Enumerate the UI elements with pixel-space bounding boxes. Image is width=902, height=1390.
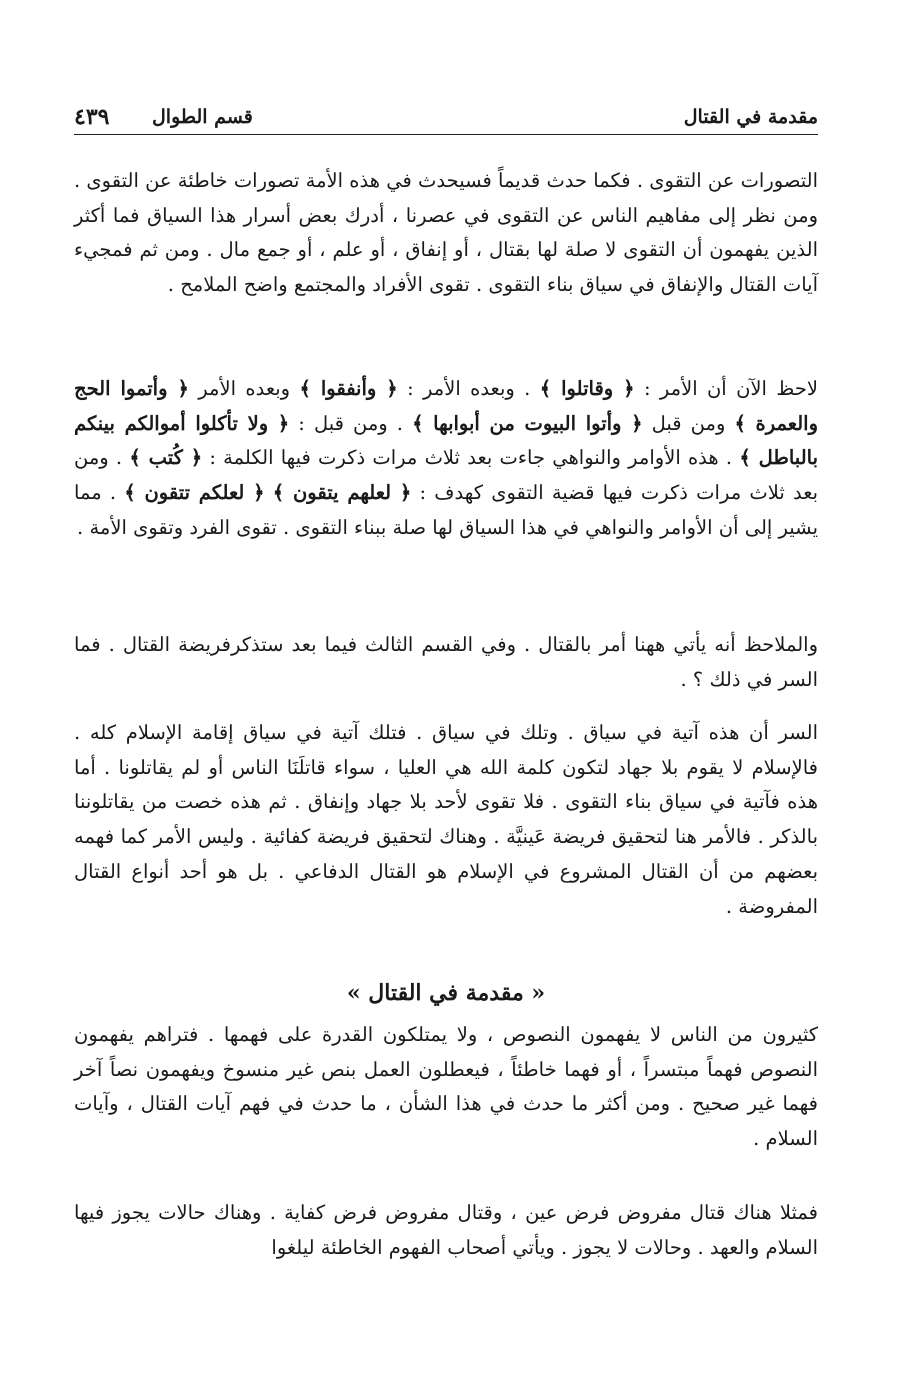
- paragraph-6: فمثلا هناك قتال مفروض فرض عين ، وقتال مفروض فرض كفاية . وهناك حالات يجوز فيها السلام والعهد . وحالات لا يجوز . ويأتي أصحاب الفهوم الخاطئة ليلغوا: [74, 1201, 818, 1259]
- text-run: . هذه الأوامر والنواهي جاءت بعد ثلاث مرات ذكرت فيها الكلمة :: [202, 446, 740, 470]
- text-run: [265, 481, 273, 504]
- chapter-title: مقدمة في القتال: [683, 106, 818, 128]
- page-number: ٤٣٩: [74, 104, 110, 130]
- section-heading: « مقدمة في القتال »: [346, 980, 546, 1006]
- text-run: . ومن بعد ثلاث مرات ذكرت فيها قضية التقوى كهدف :: [74, 446, 819, 505]
- paragraph-4: السر أن هذه آتية في سياق . وتلك في سياق . فتلك آتية في سياق إقامة الإسلام كله . فالإسلام لا يقوم بلا جهاد لتكون كلمة الله هي العليا ، سواء قاتلَنَا الناس أو لم يقاتلونا . أما هذه فآتية في سياق بناء التقوى . فلا تقوى لأحد بلا جهاد وإنفاق . ثم هذه خصت من يقاتلوننا بالذكر . فالأمر هنا لتحقيق فريضة عَينيَّة . وهناك لتحقيق فريضة كفائية . وليس الأمر كما فهمه بعضهم من أن القتال المشروع في الإسلام هو القتال الدفاعي . بل هو أحد أنواع القتال المفروضة .: [74, 721, 818, 918]
- section-name: قسم الطوال: [152, 106, 253, 128]
- quran-quote-4: ﴿ وأتوا البيوت من أبوابها ﴾: [412, 411, 643, 435]
- running-header: [74, 104, 818, 135]
- paragraph-3: والملاحظ أنه يأتي ههنا أمر بالقتال . وفي القسم الثالث فيما بعد ستذكرفريضة القتال . فما السر في ذلك ؟ .: [74, 633, 818, 691]
- quran-quote-5: ﴿ ولا تأكلوا أموالكم بينكم بالباطل ﴾: [74, 411, 819, 470]
- text-run: وبعده الأمر: [188, 377, 300, 400]
- quran-quote-7: ﴿ لعلهم يتقون ﴾: [272, 481, 412, 505]
- text-run: . ومن قبل :: [289, 411, 413, 435]
- quran-quote-1: ﴿ وقاتلوا ﴾: [539, 377, 635, 400]
- quran-quote-2: ﴿ وأنفقوا ﴾: [299, 377, 398, 400]
- paragraph-1: التصورات عن التقوى . فكما حدث قديماً فسيحدث في هذه الأمة تصورات خاطئة عن التقوى . ومن نظر إلى مفاهيم الناس عن التقوى في عصرنا ، أدرك بعض أسرار هذا السياق فما أكثر الذين يفهمون أن التقوى لا صلة لها بقتال ، أو إنفاق ، أو علم ، أو جمع مال . ومن ثم فمجيء آيات القتال والإنفاق في سياق بناء التقوى . تقوى الأفراد والمجتمع واضح الملامح .: [74, 169, 818, 297]
- text-run: لاحظ الآن أن الأمر :: [634, 377, 818, 400]
- text-run: ومن قبل: [642, 411, 735, 435]
- text-run: . مما يشير إلى أن الأوامر والنواهي في هذا السياق لها صلة ببناء التقوى . تقوى الفرد وتقوى الأمة .: [74, 481, 818, 539]
- paragraph-2: [74, 372, 818, 546]
- quran-quote-3: ﴿ وأتموا الحج والعمرة ﴾: [74, 377, 818, 435]
- text-run: . وبعده الأمر :: [397, 377, 540, 400]
- paragraph-5: كثيرون من الناس لا يفهمون النصوص ، ولا يمتلكون القدرة على فهمها . فتراهم يفهمون النصوص فهماً مبتسراً ، أو فهما خاطئاً ، فيعطلون العمل بنص غير منسوخ ويفهمون نصاً آخر فهما غير صحيح . ومن أكثر ما حدث في هذا الشأن ، ما حدث في فهم آيات القتال ، وآيات السلام .: [74, 1023, 818, 1151]
- quran-quote-8: ﴿ لعلكم تتقون ﴾: [124, 481, 265, 505]
- quran-quote-6: ﴿ كُتب ﴾: [129, 446, 203, 470]
